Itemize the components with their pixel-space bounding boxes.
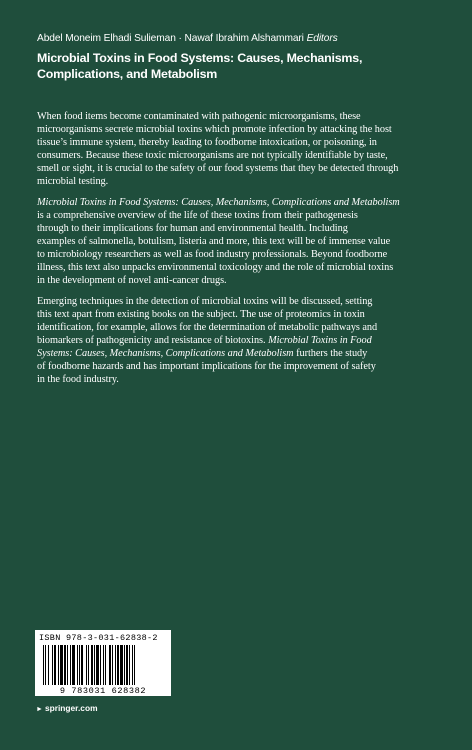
p1-line: microbial testing. xyxy=(37,176,109,187)
p1-line: tissue’s immune system, thereby leading to foodborne intoxication, or poisoning, in xyxy=(37,137,377,148)
p3-line: of foodborne hazards and has important implications for the improvement of safety xyxy=(37,361,376,372)
paragraph-3 xyxy=(37,295,437,386)
editors-role: Editors xyxy=(306,33,338,44)
p1-line: smell or sight, it is crucial to the safety of our food systems that they be detected through xyxy=(37,163,399,174)
p2-line: illness, this text also unpacks environmental toxicology and the role of microbial toxins xyxy=(37,262,394,273)
p3-line: this text apart from existing books on the subject. The use of proteomics in toxin xyxy=(37,309,365,320)
book-title xyxy=(37,50,447,82)
p2-line: is a comprehensive overview of the life of these toxins from their pathogenesis xyxy=(37,210,358,221)
arrow-right-icon: ► xyxy=(36,706,43,713)
title-line-1: Microbial Toxins in Food Systems: Causes, Mechanisms, xyxy=(37,51,363,65)
p1-line: microorganisms secrete microbial toxins which promote infection by attacking the host xyxy=(37,124,392,135)
p3-line: in the food industry. xyxy=(37,374,119,385)
p2-line: through to their implications for human and environmental health. Including xyxy=(37,223,348,234)
publisher-link[interactable] xyxy=(36,703,98,713)
barcode xyxy=(35,630,171,696)
p3-book-title-a: Microbial Toxins in Food xyxy=(268,335,372,346)
p3-line: identification, for example, allows for the determination of metabolic pathways and xyxy=(37,322,378,333)
p2-line: in the development of novel anti-cancer drugs. xyxy=(37,275,227,286)
p1-line: When food items become contaminated with pathogenic microorganisms, these xyxy=(37,111,361,122)
p3-line: furthers the study xyxy=(296,348,368,359)
p2-line: examples of salmonella, botulism, listeria and more, this text will be of immense value xyxy=(37,236,391,247)
p3-line: biomarkers of pathogenicity and resistance of biotoxins. xyxy=(37,335,266,346)
paragraph-1 xyxy=(37,110,437,188)
editors-line xyxy=(37,33,338,44)
p2-book-title: Microbial Toxins in Food Systems: Causes, Mechanisms, Complications and Metabolism xyxy=(37,197,400,208)
barcode-digits: 9 783031 628382 xyxy=(59,686,147,696)
p2-line: to microbiology researchers as well as food industry professionals. Beyond foodborne xyxy=(37,249,388,260)
title-line-2: Complications, and Metabolism xyxy=(37,67,218,81)
p3-book-title-b: Systems: Causes, Mechanisms, Complications and Metabolism xyxy=(37,348,294,359)
publisher-url: springer.com xyxy=(44,703,98,713)
p1-line: consumers. Because these toxic microorganisms are not typically identifiable by taste, xyxy=(37,150,388,161)
paragraph-2 xyxy=(37,196,437,287)
isbn-label: ISBN 978-3-031-62838-2 xyxy=(39,633,158,643)
editors-names: Abdel Moneim Elhadi Sulieman · Nawaf Ibrahim Alshammari xyxy=(37,33,304,44)
barcode-bars xyxy=(43,645,163,685)
description xyxy=(37,110,437,394)
p3-line: Emerging techniques in the detection of microbial toxins will be discussed, setting xyxy=(37,296,373,307)
